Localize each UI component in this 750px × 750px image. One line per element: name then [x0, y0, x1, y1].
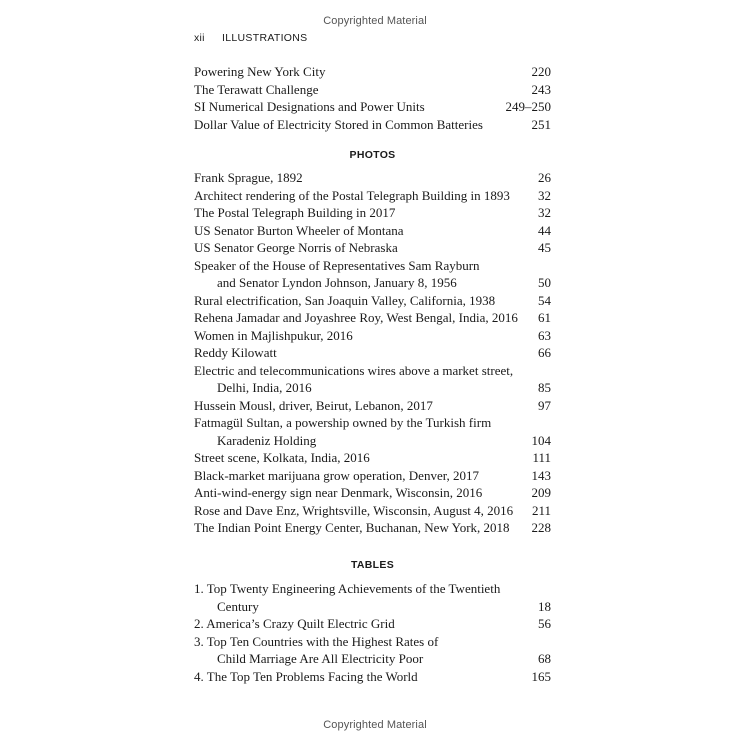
entry-page-number: 85: [538, 380, 551, 395]
entry-page-number: 18: [538, 598, 551, 614]
copyright-notice-bottom: Copyrighted Material: [323, 719, 427, 731]
entry-title-line: Rose and Dave Enz, Wrightsville, Wisconsin, August 4, 2016: [194, 502, 514, 518]
list-entry: [194, 327, 551, 345]
entry-title-continuation: Karadeniz Holding: [217, 432, 317, 448]
entry-page-number: 54: [538, 292, 551, 308]
photos-list: [194, 169, 551, 537]
entry-title-line: Speaker of the House of Representatives Sam Rayburn: [194, 257, 480, 273]
entry-title: [194, 239, 538, 257]
entry-title: [194, 169, 538, 187]
entry-title-line: Rehena Jamadar and Joyashree Roy, West Bengal, India, 2016: [194, 310, 518, 325]
entry-page-number: 143: [531, 467, 551, 483]
entry-title-line: Electric and telecommunications wires above a market street,: [194, 362, 514, 378]
entry-title-line: 3. Top Ten Countries with the Highest Rates of: [194, 633, 439, 649]
entry-title: [194, 257, 538, 292]
entry-title: [194, 309, 538, 327]
list-entry: [194, 187, 551, 205]
entry-title-line: 1. Top Twenty Engineering Achievements of the Twentieth: [194, 581, 501, 596]
list-entry: [194, 633, 551, 668]
list-entry: [194, 63, 551, 81]
list-entry: [194, 580, 551, 615]
tables-list: [194, 580, 551, 685]
entry-page-number: 32: [538, 187, 551, 203]
entry-title-line: Architect rendering of the Postal Telegraph Building in 1893: [194, 187, 510, 203]
entry-page-number: 104: [531, 432, 551, 448]
entry-title-line: Powering New York City: [194, 64, 326, 79]
entry-page-number: 56: [538, 616, 551, 631]
entry-page-number: 220: [531, 64, 551, 79]
entry-page-number: 32: [538, 205, 551, 220]
list-entry: [194, 222, 551, 240]
list-entry: [194, 81, 551, 99]
entry-page-number: 251: [531, 116, 551, 132]
list-entry: [194, 239, 551, 257]
entry-title: [194, 204, 538, 222]
entry-page-number: 50: [538, 275, 551, 290]
list-entry: [194, 169, 551, 187]
list-entry: [194, 414, 551, 449]
entry-title-line: The Indian Point Energy Center, Buchanan, New York, 2018: [194, 520, 510, 535]
entry-page-number: 63: [538, 327, 551, 343]
entry-title: [194, 414, 532, 449]
entry-title: [194, 484, 532, 502]
entry-title-line: Dollar Value of Electricity Stored in Common Batteries: [194, 116, 483, 132]
running-head: [194, 32, 307, 44]
entry-title-line: SI Numerical Designations and Power Units: [194, 99, 425, 114]
entry-page-number: 97: [538, 397, 551, 413]
entry-title-continuation: Child Marriage Are All Electricity Poor: [217, 651, 424, 666]
entry-title-continuation: Delhi, India, 2016: [217, 380, 312, 395]
entry-title: [194, 344, 538, 362]
list-entry: [194, 257, 551, 292]
entry-title-line: The Postal Telegraph Building in 2017: [194, 205, 396, 220]
entry-title-continuation: Century: [217, 598, 259, 614]
entry-title: [194, 502, 532, 520]
entry-page-number: 111: [532, 450, 551, 465]
list-entry: [194, 397, 551, 415]
entry-title: [194, 633, 538, 668]
entry-page-number: 211: [531, 502, 551, 518]
entry-page-number: 249–250: [505, 99, 551, 114]
entry-title-line: US Senator George Norris of Nebraska: [194, 240, 398, 255]
entry-title: [194, 362, 538, 397]
entry-page-number: 44: [538, 222, 551, 238]
list-entry: [194, 467, 551, 485]
list-entry: [194, 502, 551, 520]
entry-title: [194, 187, 538, 205]
entry-title: [194, 327, 538, 345]
entry-title-line: Women in Majlishpukur, 2016: [194, 327, 353, 343]
running-head-title: ILLUSTRATIONS: [222, 32, 308, 44]
entry-title: [194, 580, 538, 615]
entry-title: [194, 63, 532, 81]
entry-title-line: Reddy Kilowatt: [194, 345, 277, 360]
entry-page-number: 228: [531, 520, 551, 535]
entry-title-line: Black-market marijuana grow operation, Denver, 2017: [194, 467, 480, 483]
entry-page-number: 66: [538, 345, 551, 360]
list-entry: [194, 519, 551, 537]
list-entry: [194, 615, 551, 633]
entry-title-line: 2. America’s Crazy Quilt Electric Grid: [194, 616, 395, 631]
entry-page-number: 45: [538, 240, 551, 255]
entry-title-line: 4. The Top Ten Problems Facing the World: [194, 668, 418, 684]
entry-title: [194, 81, 532, 99]
entry-page-number: 26: [538, 170, 551, 185]
entry-title-line: US Senator Burton Wheeler of Montana: [194, 222, 404, 238]
entry-title: [194, 668, 532, 686]
entry-page-number: 243: [531, 81, 551, 97]
list-entry: [194, 309, 551, 327]
entry-title: [194, 615, 538, 633]
page-folio: xii: [194, 32, 205, 44]
section-heading-photos: PHOTOS: [349, 149, 396, 161]
list-entry: [194, 344, 551, 362]
entry-title: [194, 467, 532, 485]
entry-title: [194, 98, 506, 116]
entry-title-continuation: and Senator Lyndon Johnson, January 8, 1956: [217, 275, 457, 290]
entry-title-line: The Terawatt Challenge: [194, 81, 319, 97]
entry-title-line: Hussein Mousl, driver, Beirut, Lebanon, 2017: [194, 397, 433, 413]
entry-title: [194, 397, 538, 415]
entry-title-line: Street scene, Kolkata, India, 2016: [194, 450, 370, 465]
entry-title: [194, 222, 538, 240]
entry-page-number: 209: [531, 485, 551, 500]
entry-title-line: Rural electrification, San Joaquin Valley, California, 1938: [194, 292, 496, 308]
list-entry: [194, 484, 551, 502]
entry-title: [194, 449, 532, 467]
list-entry: [194, 98, 551, 116]
list-entry: [194, 204, 551, 222]
entry-page-number: 68: [538, 651, 551, 666]
list-entry: [194, 116, 551, 134]
figures-list: [194, 63, 551, 133]
entry-title: [194, 292, 538, 310]
entry-page-number: 165: [531, 668, 551, 684]
entry-title: [194, 519, 532, 537]
section-heading-tables: TABLES: [350, 559, 395, 571]
entry-title-line: Anti-wind-energy sign near Denmark, Wisconsin, 2016: [194, 485, 483, 500]
list-entry: [194, 668, 551, 686]
copyright-notice-top: Copyrighted Material: [323, 15, 427, 27]
entry-title: [194, 116, 532, 134]
list-entry: [194, 449, 551, 467]
list-entry: [194, 292, 551, 310]
list-entry: [194, 362, 551, 397]
entry-title-line: Frank Sprague, 1892: [194, 170, 303, 185]
entry-title-line: Fatmagül Sultan, a powership owned by the Turkish firm: [194, 415, 492, 430]
entry-page-number: 61: [538, 310, 551, 325]
